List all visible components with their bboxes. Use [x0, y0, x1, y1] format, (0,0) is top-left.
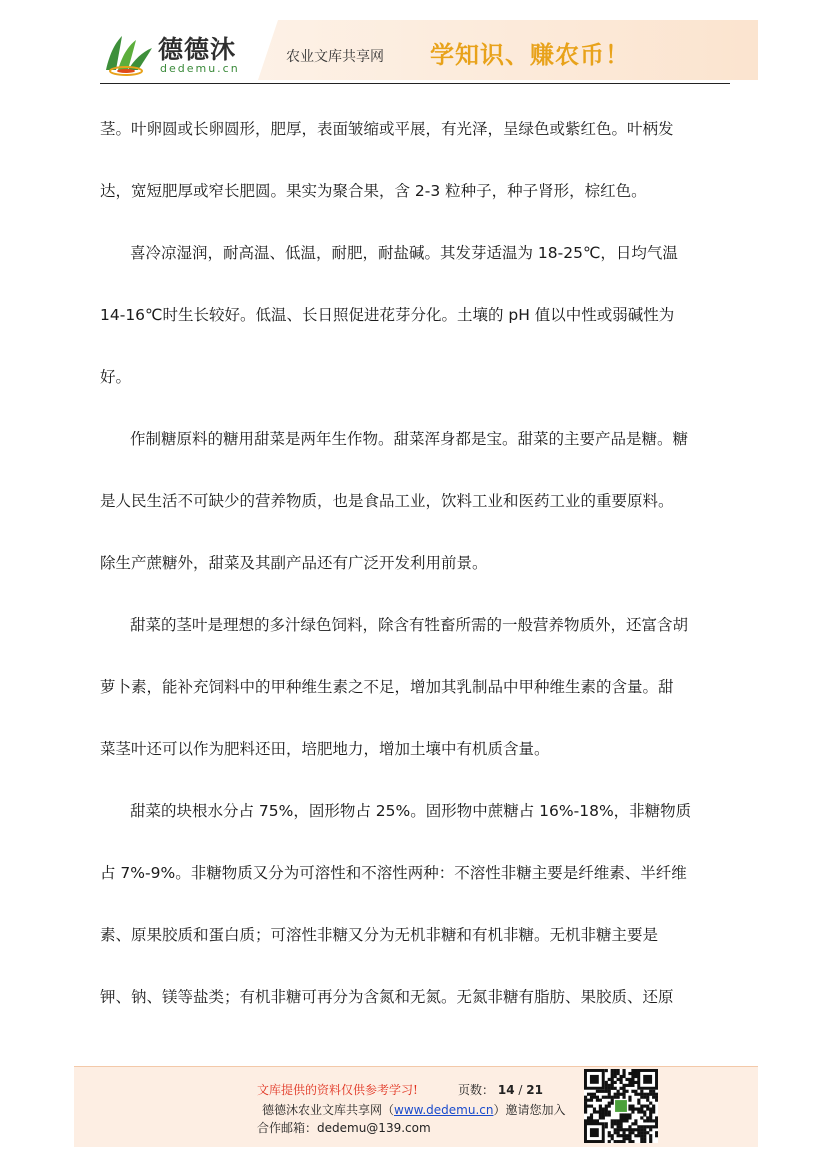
text-line: 茎。叶卵圆或长卵圆形，肥厚，表面皱缩或平展，有光泽，呈绿色或紫红色。叶柄发 — [100, 120, 674, 138]
header-divider — [100, 83, 730, 84]
text-line: 14-16℃时生长较好。低温、长日照促进花芽分化。土壤的 pH 值以中性或弱碱性为 — [100, 306, 675, 324]
text-line: 菜茎叶还可以作为肥料还田，培肥地力，增加土壤中有机质含量。 — [100, 740, 550, 758]
website-link[interactable]: www.dedemu.cn — [394, 1103, 494, 1117]
footer-notice: 文库提供的资料仅供参考学习! — [257, 1083, 418, 1097]
sprout-logo-icon — [100, 30, 156, 76]
site-name: 农业文库共享网 — [286, 49, 384, 65]
contact-email: dedemu@139.com — [317, 1121, 431, 1135]
footer-contact — [257, 1119, 431, 1136]
page-counter — [458, 1081, 543, 1098]
text-line: 是人民生活不可缺少的营养物质，也是食品工业，饮料工业和医药工业的重要原料。 — [100, 492, 674, 510]
qr-code-icon — [584, 1069, 658, 1143]
footer-invite — [262, 1101, 566, 1118]
site-logo[interactable] — [100, 28, 260, 80]
invite-prefix: 德德沐农业文库共享网（ — [262, 1103, 395, 1117]
text-line: 甜菜的茎叶是理想的多汁绿色饲料，除含有牲畜所需的一般营养物质外，还富含胡 — [130, 616, 689, 634]
page-separator: / — [518, 1083, 523, 1097]
text-line: 喜冷凉湿润，耐高温、低温，耐肥，耐盐碱。其发芽适温为 18-25℃，日均气温 — [130, 244, 678, 262]
text-line: 作制糖原料的糖用甜菜是两年生作物。甜菜浑身都是宝。甜菜的主要产品是糖。糖 — [130, 430, 689, 448]
text-line: 占 7%-9%。非糖物质又分为可溶性和不溶性两种：不溶性非糖主要是纤维素、半纤维 — [100, 864, 687, 882]
text-line: 甜菜的块根水分占 75%，固形物占 25%。固形物中蔗糖占 16%-18%，非糖物质 — [130, 802, 692, 820]
page-footer — [74, 1066, 758, 1147]
text-line: 素、原果胶质和蛋白质；可溶性非糖又分为无机非糖和有机非糖。无机非糖主要是 — [100, 926, 659, 944]
text-line: 达，宽短肥厚或窄长肥圆。果实为聚合果，含 2-3 粒种子，种子肾形，棕红色。 — [100, 182, 647, 200]
logo-domain-text: dedemu.cn — [160, 62, 240, 75]
invite-suffix: ）邀请您加入 — [493, 1103, 566, 1117]
document-body — [100, 104, 730, 1034]
current-page: 14 — [497, 1083, 515, 1097]
email-label: 合作邮箱： — [257, 1121, 318, 1135]
text-line: 除生产蔗糖外，甜菜及其副产品还有广泛开发利用前景。 — [100, 554, 488, 572]
site-slogan: 学知识、赚农币！ — [430, 40, 630, 69]
text-line: 好。 — [100, 368, 132, 386]
page-header — [0, 0, 827, 90]
text-line: 钾、钠、镁等盐类；有机非糖可再分为含氮和无氮。无氮非糖有脂肪、果胶质、还原 — [100, 988, 674, 1006]
logo-chinese-text: 德德沐 — [158, 35, 237, 64]
total-pages: 21 — [526, 1083, 543, 1097]
text-line: 萝卜素，能补充饲料中的甲种维生素之不足，增加其乳制品中甲种维生素的含量。甜 — [100, 678, 674, 696]
pages-label: 页数： — [458, 1083, 495, 1097]
